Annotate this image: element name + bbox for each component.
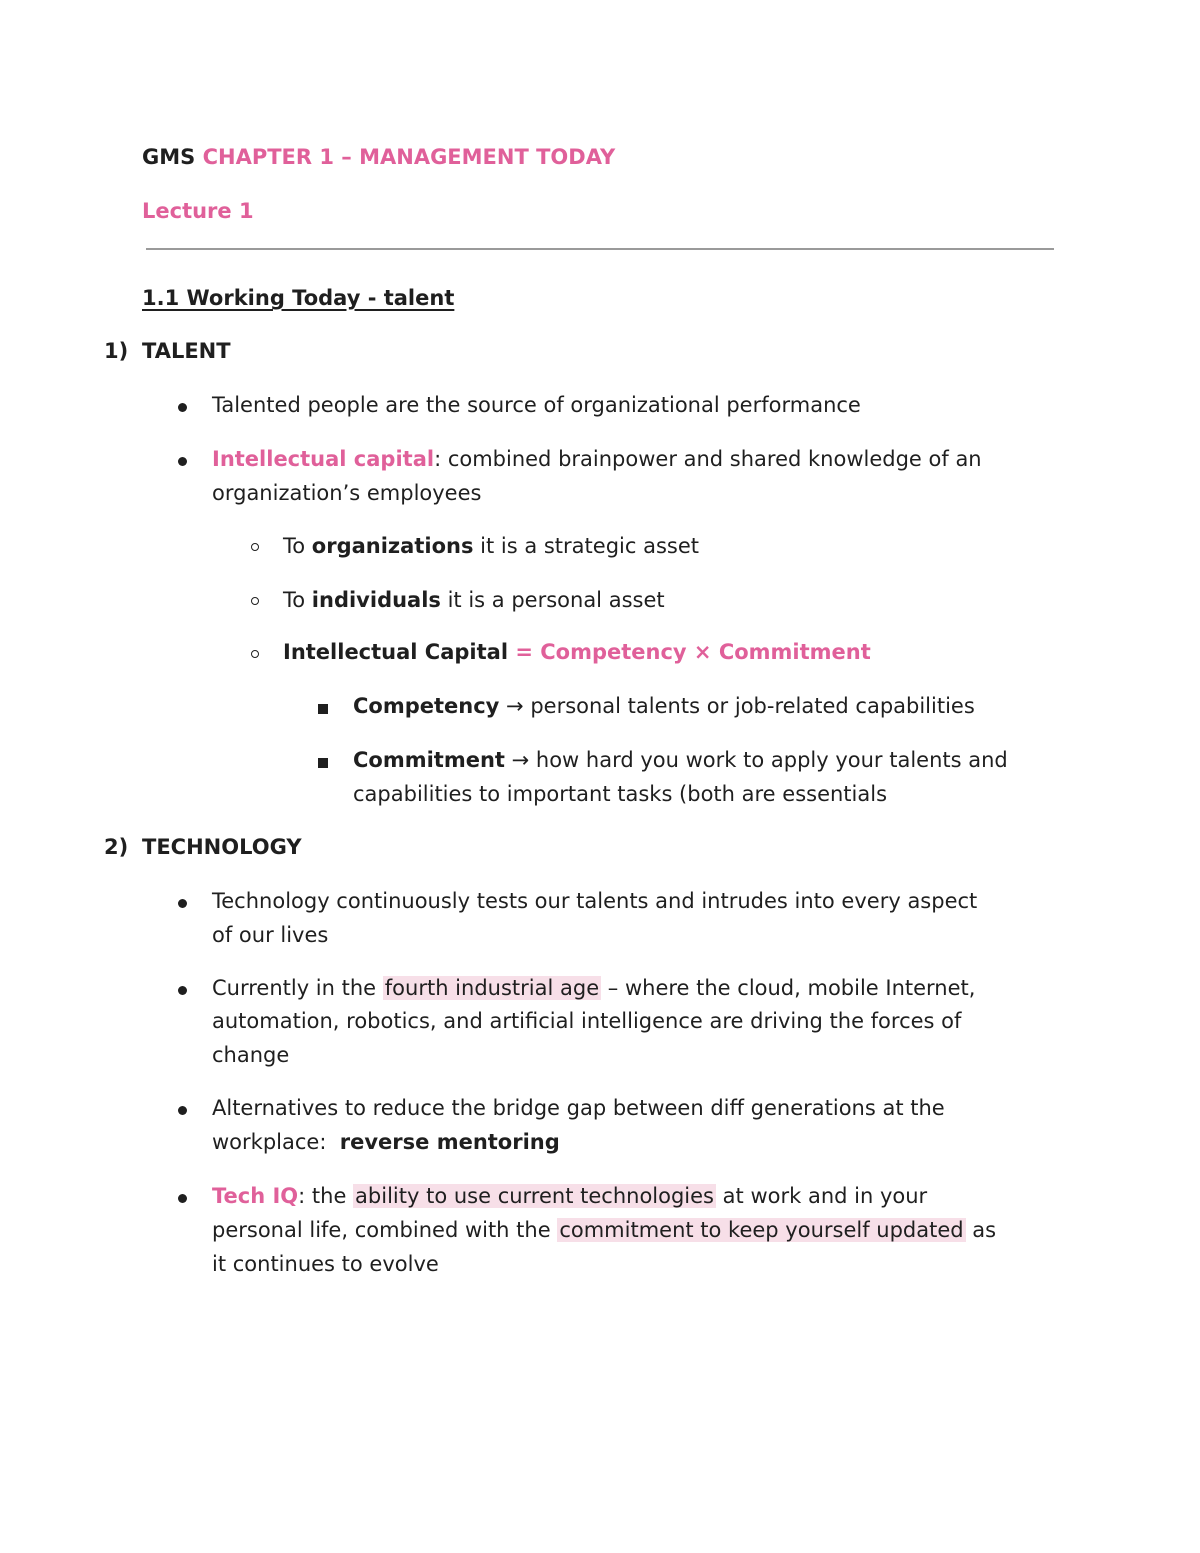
b2-pre: Currently in the xyxy=(212,976,383,1000)
talent-sub-bullet-2 xyxy=(283,583,665,617)
bullet-icon xyxy=(178,986,187,995)
talent-bullet-1: Talented people are the source of organizational performance xyxy=(212,393,861,417)
technology-bullet-2-line-1 xyxy=(212,971,975,1005)
sub2-pre: To xyxy=(283,588,312,612)
b4-line2-post: as xyxy=(965,1218,997,1242)
course-code: GMS xyxy=(142,145,196,169)
commitment-term: Commitment xyxy=(353,748,505,772)
intellectual-capital-term: Intellectual capital xyxy=(212,447,435,471)
square-bullet-icon xyxy=(318,758,328,768)
circle-bullet-icon xyxy=(251,543,259,551)
tech-iq-term: Tech IQ xyxy=(212,1184,299,1208)
b4-line2-pre: personal life, combined with the xyxy=(212,1218,558,1242)
square-bullet-icon xyxy=(318,704,328,714)
lecture-label: Lecture 1 xyxy=(142,199,254,223)
technology-bullet-1-line-1: Technology continuously tests our talents and intrudes into every aspect xyxy=(212,889,978,913)
b2-post: – where the cloud, mobile Internet, xyxy=(601,976,976,1000)
horizontal-divider xyxy=(146,248,1054,250)
technology-number: 2) xyxy=(104,835,129,859)
circle-bullet-icon xyxy=(251,650,259,658)
competency-term: Competency xyxy=(353,694,500,718)
ability-highlight: ability to use current technologies xyxy=(355,1184,714,1208)
b4-mid: at work and in your xyxy=(716,1184,928,1208)
formula-right: = Competency × Commitment xyxy=(508,640,871,664)
sub1-bold: organizations xyxy=(311,534,474,558)
bullet-icon xyxy=(178,899,187,908)
talent-sub-bullet-1 xyxy=(283,529,699,563)
b4-pre: : the xyxy=(298,1184,354,1208)
intellectual-capital-def-2: organization’s employees xyxy=(212,481,482,505)
commitment-highlight: commitment to keep yourself updated xyxy=(559,1218,964,1242)
section-title: 1.1 Working Today - talent xyxy=(142,286,455,310)
talent-heading: TALENT xyxy=(142,339,231,363)
technology-bullet-4-line-3: it continues to evolve xyxy=(212,1252,439,1276)
chapter-title: CHAPTER 1 – MANAGEMENT TODAY xyxy=(202,145,616,169)
intellectual-capital-formula xyxy=(283,635,871,669)
intellectual-capital-definition xyxy=(212,442,982,476)
competency-def: → personal talents or job-related capabilities xyxy=(499,694,975,718)
fourth-industrial-age-highlight: fourth industrial age xyxy=(384,976,600,1000)
commitment-def-2: capabilities to important tasks (both are essentials xyxy=(353,782,888,806)
formula-left: Intellectual Capital xyxy=(283,640,509,664)
sub1-post: it is a strategic asset xyxy=(473,534,699,558)
technology-bullet-3-line-1: Alternatives to reduce the bridge gap between diff generations at the xyxy=(212,1096,945,1120)
bullet-icon xyxy=(178,1106,187,1115)
commitment-definition xyxy=(353,743,1008,777)
competency-definition xyxy=(353,689,975,723)
intellectual-capital-def-1: : combined brainpower and shared knowledge of an xyxy=(434,447,982,471)
circle-bullet-icon xyxy=(251,597,259,605)
bullet-icon xyxy=(178,1194,187,1203)
document-title xyxy=(142,140,615,174)
technology-bullet-3-line-2 xyxy=(212,1125,560,1159)
technology-heading: TECHNOLOGY xyxy=(142,835,302,859)
technology-bullet-2-line-2: automation, robotics, and artificial intelligence are driving the forces of xyxy=(212,1009,962,1033)
reverse-mentoring-term: reverse mentoring xyxy=(339,1130,560,1154)
technology-bullet-2-line-3: change xyxy=(212,1043,290,1067)
bullet-icon xyxy=(178,403,187,412)
bullet-icon xyxy=(178,457,187,466)
technology-bullet-1-line-2: of our lives xyxy=(212,923,329,947)
b3-pre: workplace: xyxy=(212,1130,340,1154)
sub1-pre: To xyxy=(283,534,312,558)
sub2-bold: individuals xyxy=(311,588,441,612)
talent-number: 1) xyxy=(104,339,129,363)
technology-bullet-4-line-1 xyxy=(212,1179,927,1213)
sub2-post: it is a personal asset xyxy=(440,588,665,612)
commitment-def-1: → how hard you work to apply your talents and xyxy=(504,748,1008,772)
technology-bullet-4-line-2 xyxy=(212,1213,996,1247)
